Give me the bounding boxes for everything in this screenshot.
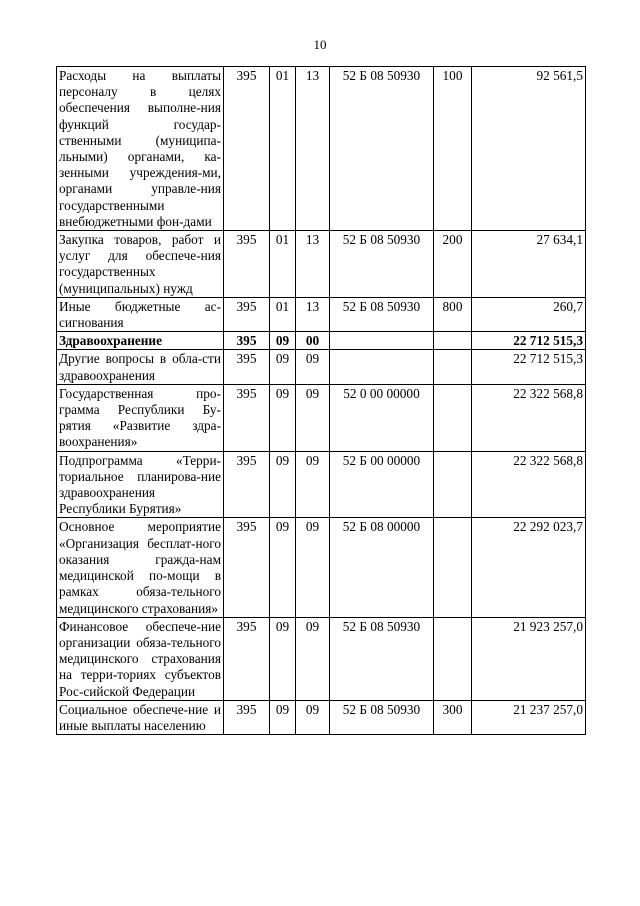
row-target-article-cell: 52 Б 08 50930 [330, 617, 434, 700]
row-section-cell: 09 [270, 332, 296, 350]
row-target-article-cell: 52 Б 08 00000 [330, 518, 434, 617]
row-expense-type-cell [434, 350, 472, 384]
row-target-article-cell: 52 Б 08 50930 [330, 67, 434, 231]
row-section-cell: 01 [270, 297, 296, 331]
row-name-cell: Закупка товаров, работ и услуг для обеспече-ния государственных (муниципальных) нужд [57, 231, 224, 298]
row-amount-cell: 22 292 023,7 [472, 518, 586, 617]
row-section-cell: 09 [270, 518, 296, 617]
row-name-cell: Расходы на выплаты персоналу в целях обеспечения выполне-ния функций государ-ственными (муниципа-льными) органами, ка-зенными учреждения-ми, органами управле-ния государственными внебюджетными фон-дами [57, 67, 224, 231]
row-expense-type-cell [434, 617, 472, 700]
row-subsection-cell: 00 [296, 332, 330, 350]
row-subsection-cell: 13 [296, 67, 330, 231]
row-amount-cell: 22 322 568,8 [472, 384, 586, 451]
row-name-cell: Здравоохранение [57, 332, 224, 350]
row-expense-type-cell: 800 [434, 297, 472, 331]
row-target-article-cell: 52 Б 08 50930 [330, 700, 434, 734]
row-grbs-cell: 395 [224, 67, 270, 231]
row-amount-cell: 260,7 [472, 297, 586, 331]
row-grbs-cell: 395 [224, 350, 270, 384]
row-amount-cell: 21 923 257,0 [472, 617, 586, 700]
row-section-cell: 09 [270, 617, 296, 700]
row-target-article-cell: 52 Б 08 50930 [330, 297, 434, 331]
row-amount-cell: 92 561,5 [472, 67, 586, 231]
row-grbs-cell: 395 [224, 451, 270, 518]
row-grbs-cell: 395 [224, 518, 270, 617]
row-amount-cell: 22 712 515,3 [472, 350, 586, 384]
row-target-article-cell [330, 332, 434, 350]
row-section-cell: 01 [270, 231, 296, 298]
budget-table [56, 66, 586, 735]
row-target-article-cell: 52 Б 08 50930 [330, 231, 434, 298]
row-target-article-cell: 52 0 00 00000 [330, 384, 434, 451]
row-subsection-cell: 09 [296, 451, 330, 518]
row-expense-type-cell [434, 518, 472, 617]
row-target-article-cell [330, 350, 434, 384]
row-grbs-cell: 395 [224, 297, 270, 331]
row-amount-cell: 27 634,1 [472, 231, 586, 298]
table-row [57, 67, 586, 231]
row-section-cell: 01 [270, 67, 296, 231]
row-target-article-cell: 52 Б 00 00000 [330, 451, 434, 518]
table-row [57, 231, 586, 298]
row-amount-cell: 22 712 515,3 [472, 332, 586, 350]
row-section-cell: 09 [270, 384, 296, 451]
row-amount-cell: 21 237 257,0 [472, 700, 586, 734]
row-subsection-cell: 13 [296, 231, 330, 298]
row-expense-type-cell [434, 384, 472, 451]
row-grbs-cell: 395 [224, 700, 270, 734]
budget-table-body [57, 67, 586, 735]
table-row [57, 617, 586, 700]
table-row [57, 297, 586, 331]
row-name-cell: Социальное обеспече-ние и иные выплаты населению [57, 700, 224, 734]
row-grbs-cell: 395 [224, 332, 270, 350]
table-row [57, 451, 586, 518]
row-amount-cell: 22 322 568,8 [472, 451, 586, 518]
row-grbs-cell: 395 [224, 617, 270, 700]
row-subsection-cell: 09 [296, 617, 330, 700]
row-subsection-cell: 09 [296, 350, 330, 384]
row-section-cell: 09 [270, 350, 296, 384]
row-subsection-cell: 09 [296, 518, 330, 617]
row-expense-type-cell [434, 451, 472, 518]
row-subsection-cell: 09 [296, 700, 330, 734]
row-name-cell: Финансовое обеспече-ние организации обяза-тельного медицинского страхования на терри-ториях субъектов Рос-сийской Федерации [57, 617, 224, 700]
row-expense-type-cell: 100 [434, 67, 472, 231]
row-section-cell: 09 [270, 451, 296, 518]
row-expense-type-cell: 300 [434, 700, 472, 734]
row-subsection-cell: 13 [296, 297, 330, 331]
row-expense-type-cell: 200 [434, 231, 472, 298]
row-subsection-cell: 09 [296, 384, 330, 451]
table-row [57, 700, 586, 734]
row-grbs-cell: 395 [224, 231, 270, 298]
page-number: 10 [313, 37, 327, 52]
table-row [57, 384, 586, 451]
row-name-cell: Другие вопросы в обла-сти здравоохранения [57, 350, 224, 384]
row-name-cell: Основное мероприятие «Организация бесплат-ного оказания гражда-нам медицинской по-мощи в рамках обяза-тельного медицинского страхования» [57, 518, 224, 617]
table-row [57, 332, 586, 350]
row-expense-type-cell [434, 332, 472, 350]
row-name-cell: Иные бюджетные ас-сигнования [57, 297, 224, 331]
row-grbs-cell: 395 [224, 384, 270, 451]
row-section-cell: 09 [270, 700, 296, 734]
table-row [57, 518, 586, 617]
row-name-cell: Подпрограмма «Терри-ториальное планирова-ние здравоохранения Республики Бурятия» [57, 451, 224, 518]
row-name-cell: Государственная про-грамма Республики Бу-рятия «Развитие здра-воохранения» [57, 384, 224, 451]
table-row [57, 350, 586, 384]
